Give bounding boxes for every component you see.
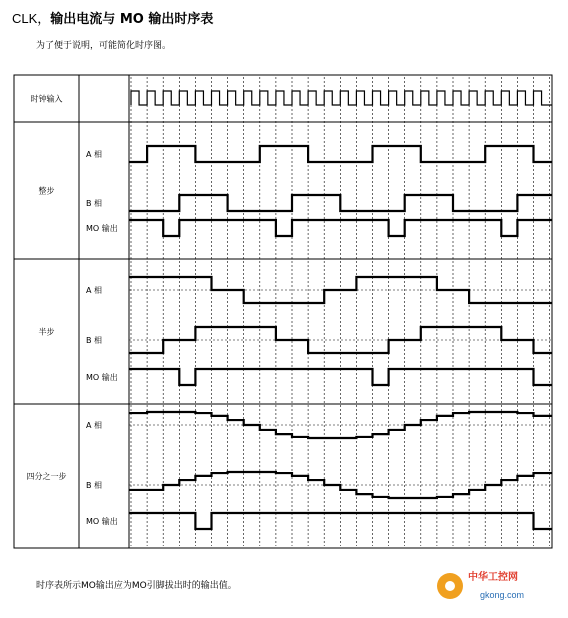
- signal-label: MO 输出: [86, 224, 118, 233]
- signal-label: A 相: [86, 421, 103, 430]
- signal-label: MO 输出: [86, 373, 118, 382]
- signal-label: A 相: [86, 150, 103, 159]
- signal-label: B 相: [86, 199, 103, 208]
- mode-label: 四分之一步: [26, 472, 67, 481]
- watermark-en: gkong.com: [480, 590, 525, 600]
- mode-label: 半步: [38, 327, 55, 337]
- signal-label: A 相: [86, 286, 103, 295]
- signal-label: B 相: [86, 336, 103, 345]
- clock-waveform: [131, 91, 552, 105]
- title-main: 输出电流与 MO 输出时序表: [50, 12, 214, 27]
- watermark: [437, 570, 524, 600]
- signal-label: B 相: [86, 481, 103, 490]
- mode-label: 整步: [38, 186, 55, 196]
- title-prefix: CLK，: [12, 11, 51, 26]
- signal-waveform: [129, 195, 552, 211]
- signal-label: MO 输出: [86, 517, 118, 526]
- signal-waveform: [129, 277, 552, 303]
- footnote: 时序表所示MO输出应为MO引脚拔出时的输出值。: [36, 581, 237, 591]
- gear-hole: [445, 581, 455, 591]
- watermark-cn: 中华工控网: [468, 572, 518, 583]
- clock-input-label: 时钟输入: [30, 94, 63, 104]
- subtitle: 为了便于说明，可能简化时序图。: [36, 41, 172, 51]
